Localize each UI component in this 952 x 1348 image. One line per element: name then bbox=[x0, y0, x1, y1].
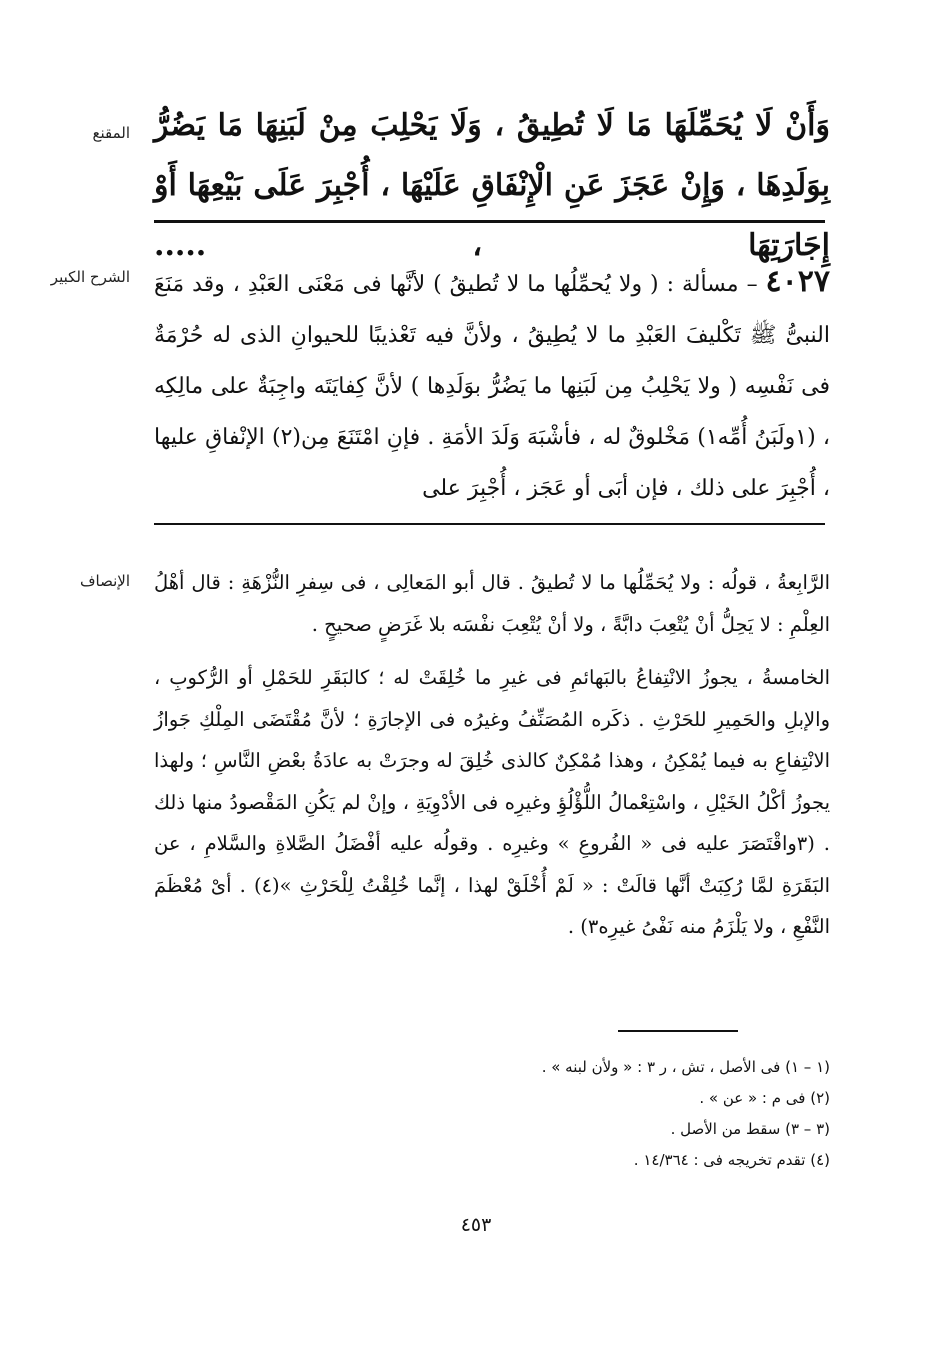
matn-text-block bbox=[154, 96, 830, 276]
footnotes bbox=[154, 1052, 830, 1176]
insaf-text-block bbox=[154, 562, 830, 948]
footnote-2: (٢) فى م : « عن » . bbox=[699, 1089, 830, 1107]
footnote-1: (١ – ١) فى الأصل ، تش ، ر ٣ : « ولأن لبنه » . bbox=[541, 1058, 830, 1076]
footnote-divider bbox=[618, 1030, 738, 1032]
masala-number: ٤٠٢٧ bbox=[765, 264, 830, 299]
insaf-paragraph-2: الخامسةُ ، يجوزُ الانْتِفاعُ بالبَهائمِ فى غيرِ ما خُلِقَتْ له ؛ كالبَقَرِ للحَمْلِ أو الرُّكوبِ ، والإبلِ والحَمِيرِ للحَرْثِ . ذكَره المُصَنِّفُ وغيرُه فى الإجارَةِ ؛ لأنَّ مُقْتَضَى المِلْكِ جَوازُ الانْتِفاعِ به فيما يُمْكِنُ ، وهذا مُمْكِنٌ كالذى خُلِقَ له وجرَتْ به عادَةُ بعْضِ النَّاسِ ؛ ولهذا يجوزُ أكْلُ الخَيْلِ ، واسْتِعْمالُ اللُّؤْلُؤِ وغيرِه فى الأدْوِيَةِ ، وإنْ لم يَكُنِ المَقْصودُ منها ذلك . (٣واقْتَصَرَ عليه فى « الفُروعِ » وغيرِه . وقولُه عليه أفْضَلُ الصَّلاةِ والسَّلامِ ، عن البَقَرَةِ لمَّا رُكِبَتْ أنَّها قالَتْ : « لَمْ أُخْلَقْ لهذا ، إنَّما خُلِقْتُ لِلْحَرْثِ »(٤) . أىْ مُعْظَمَ النَّفْعِ ، ولا يَلْزَمُ منه نَفْىُ غيرِه٣) . bbox=[154, 666, 830, 938]
insaf-paragraph-1: الرَّابِعةُ ، قولُه : ولا يُحَمِّلُها ما لا تُطيقُ . قال أبو المَعالِى ، فى سِفرِ النُّزْهَةِ : قال أهْلُ العِلْمِ : لا يَحِلُّ أنْ يُتْعِبَ دابَّةً ، ولا أنْ يُتْعِبَ نفْسَه بلا غَرَضٍ صحيحٍ . bbox=[154, 571, 830, 636]
label-sharh: الشرح الكبير bbox=[50, 268, 130, 286]
matn-paragraph: وَأَنْ لَا يُحَمِّلَهَا مَا لَا تُطِيقُ ، وَلَا يَحْلِبَ مِنْ لَبَنِهَا مَا يَضُرُّ بِوَلَدِهَا ، وَإِنْ عَجَزَ عَنِ الْإِنْفَاقِ عَلَيْهَا ، أُجْبِرَ عَلَى بَيْعِهَا أَوْ إِجَارَتِهَا ، ..... bbox=[154, 108, 830, 263]
label-muqni: المقنع bbox=[92, 124, 130, 142]
page-number: ٤٥٣ bbox=[460, 1214, 492, 1236]
section-divider-thick bbox=[154, 220, 825, 223]
sharh-text-block bbox=[154, 256, 830, 514]
section-divider-thin bbox=[154, 523, 825, 525]
label-insaf: الإنصاف bbox=[79, 572, 130, 590]
sharh-paragraph bbox=[154, 256, 830, 514]
footnote-4: (٤) تقدم تخريجه فى : ١٤/٣٦٤ . bbox=[633, 1151, 830, 1169]
footnote-3: (٣ – ٣) سقط من الأصل . bbox=[670, 1120, 830, 1138]
sharh-text: – مسألة : ( ولا يُحمِّلُها ما لا تُطيقُ ) لأنَّها فى مَعْنَى العَبْدِ ، وقد مَنَعَ النبىُّ ﷺ تَكْليفَ العَبْدِ ما لا يُطِيقُ ، ولأنَّ فيه تَعْذيبًا للحيوانِ الذى له حُرْمَةٌ فى نَفْسِه ( ولا يَحْلِبُ مِن لَبَنِها ما يَضُرُّ بوَلَدِها ) لأنَّ كِفايَتَه واجِبَةٌ على مالِكِه ، (١ولَبَنُ أُمِّه١) مَخْلوقٌ له ، فأشْبَهَ وَلَدَ الأمَةِ . فإنِ امْتَنَعَ مِن(٢) الإنْفاقِ عليها ، أُجْبِرَ على ذلك ، فإن أبَى أو عَجَز ، أُجْبِرَ على bbox=[154, 272, 830, 501]
